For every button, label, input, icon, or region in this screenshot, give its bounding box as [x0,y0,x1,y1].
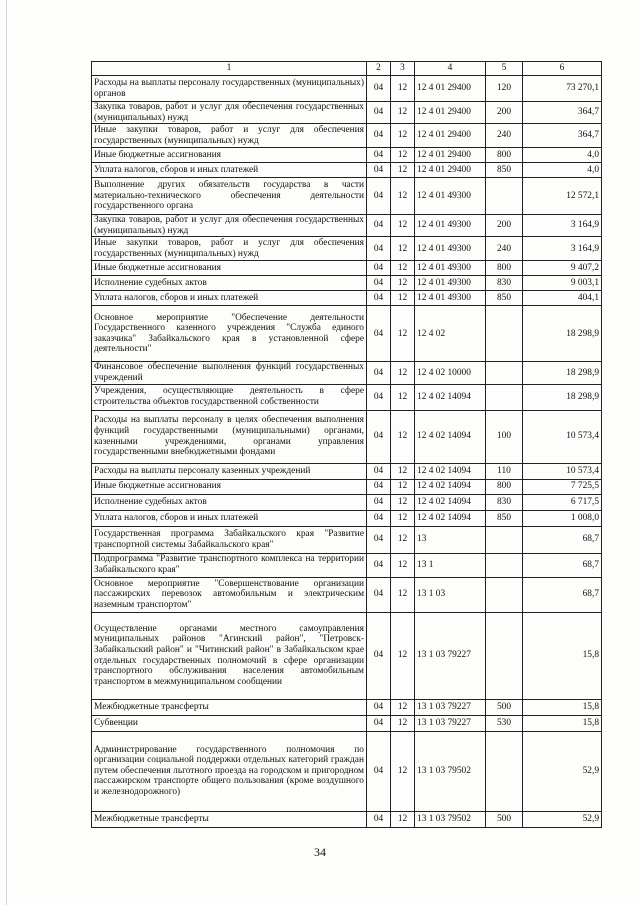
row-name: Исполнение судебных актов [92,276,367,291]
row-subsection: 12 [391,699,415,715]
row-name: Межбюджетные трансферты [92,699,367,715]
row-target-code: 12 4 02 14094 [415,463,486,479]
table-row [92,715,602,731]
row-name: Межбюджетные трансферты [92,811,367,827]
row-amount: 15,8 [523,715,602,731]
row-section: 04 [367,811,391,827]
table-row [92,553,602,577]
row-subsection: 12 [391,215,415,237]
row-expense-type [486,362,523,384]
row-subsection: 12 [391,306,415,362]
row-target-code: 12 4 01 49300 [415,261,486,276]
row-subsection: 12 [391,261,415,276]
row-amount: 68,7 [523,553,602,577]
row-name: Иные бюджетные ассигнования [92,479,367,494]
row-amount: 3 164,9 [523,215,602,237]
table-row [92,479,602,494]
row-expense-type: 800 [486,479,523,494]
row-expense-type [486,526,523,553]
row-subsection: 12 [391,76,415,102]
row-section: 04 [367,410,391,463]
header-cell: 1 [92,62,367,76]
row-name: Государственная программа Забайкальского края "Развитие транспортной системы Забайкальского края" [92,526,367,553]
row-expense-type [486,731,523,811]
row-target-code: 12 4 02 14094 [415,494,486,510]
row-section: 04 [367,163,391,178]
table-row [92,526,602,553]
row-name: Субвенции [92,715,367,731]
row-amount: 73 270,1 [523,76,602,102]
row-target-code: 12 4 02 14094 [415,384,486,410]
budget-table [91,61,602,828]
row-expense-type: 800 [486,261,523,276]
table-row [92,811,602,827]
row-target-code: 12 4 02 14094 [415,510,486,526]
row-target-code: 12 4 01 49300 [415,276,486,291]
table-row [92,148,602,163]
row-target-code: 13 [415,526,486,553]
row-expense-type: 800 [486,148,523,163]
table-row [92,306,602,362]
row-expense-type: 830 [486,276,523,291]
row-expense-type: 100 [486,410,523,463]
row-expense-type [486,178,523,215]
row-target-code: 12 4 01 29400 [415,102,486,124]
table-row [92,291,602,306]
row-expense-type [486,384,523,410]
table-row [92,410,602,463]
row-name: Финансовое обеспечение выполнения функций государственных учреждений [92,362,367,384]
row-section: 04 [367,306,391,362]
row-target-code: 13 1 03 79502 [415,811,486,827]
row-section: 04 [367,215,391,237]
table-row [92,510,602,526]
row-section: 04 [367,362,391,384]
row-expense-type: 240 [486,124,523,148]
row-expense-type: 110 [486,463,523,479]
row-target-code: 13 1 03 79227 [415,612,486,699]
row-subsection: 12 [391,276,415,291]
row-section: 04 [367,237,391,261]
row-amount: 9 407,2 [523,261,602,276]
row-amount: 52,9 [523,811,602,827]
row-name: Подпрограмма "Развитие транспортного комплекса на территории Забайкальского края" [92,553,367,577]
row-target-code: 12 4 01 49300 [415,215,486,237]
table-row [92,163,602,178]
row-section: 04 [367,479,391,494]
row-section: 04 [367,291,391,306]
row-expense-type: 850 [486,291,523,306]
row-subsection: 12 [391,553,415,577]
row-amount: 364,7 [523,124,602,148]
row-amount: 15,8 [523,699,602,715]
row-amount: 68,7 [523,526,602,553]
row-name: Выполнение других обязательств государства в части материально-технического обеспечения деятельности государственного органа [92,178,367,215]
row-target-code: 12 4 01 49300 [415,178,486,215]
row-subsection: 12 [391,577,415,612]
scan-edge-line [6,0,7,905]
row-name: Уплата налогов, сборов и иных платежей [92,163,367,178]
row-name: Иные бюджетные ассигнования [92,148,367,163]
table-row [92,178,602,215]
row-expense-type [486,612,523,699]
row-section: 04 [367,699,391,715]
table-row [92,463,602,479]
row-section: 04 [367,494,391,510]
row-target-code: 13 1 03 [415,577,486,612]
row-section: 04 [367,463,391,479]
row-name: Уплата налогов, сборов и иных платежей [92,291,367,306]
table-row [92,612,602,699]
row-section: 04 [367,731,391,811]
row-section: 04 [367,577,391,612]
row-subsection: 12 [391,410,415,463]
row-subsection: 12 [391,612,415,699]
row-expense-type: 850 [486,510,523,526]
row-target-code: 12 4 02 14094 [415,479,486,494]
row-target-code: 13 1 [415,553,486,577]
row-expense-type: 500 [486,699,523,715]
table-row [92,731,602,811]
row-target-code: 12 4 02 10000 [415,362,486,384]
header-cell: 3 [391,62,415,76]
table-row [92,215,602,237]
row-subsection: 12 [391,479,415,494]
row-target-code: 13 1 03 79502 [415,731,486,811]
row-section: 04 [367,384,391,410]
header-cell: 4 [415,62,486,76]
row-amount: 4,0 [523,163,602,178]
row-section: 04 [367,526,391,553]
row-subsection: 12 [391,291,415,306]
table-row [92,577,602,612]
row-name: Расходы на выплаты персоналу казенных учреждений [92,463,367,479]
table-row [92,384,602,410]
row-expense-type: 200 [486,215,523,237]
table-row [92,276,602,291]
row-name: Закупка товаров, работ и услуг для обеспечения государственных (муниципальных) нужд [92,102,367,124]
row-expense-type: 830 [486,494,523,510]
row-subsection: 12 [391,731,415,811]
row-name: Основное мероприятие "Совершенствование организации пассажирских перевозок автомобильным и электрическим наземным транспортом" [92,577,367,612]
table-row [92,102,602,124]
row-section: 04 [367,261,391,276]
header-cell: 5 [486,62,523,76]
page-number: 34 [314,845,326,859]
row-amount: 52,9 [523,731,602,811]
row-target-code: 12 4 01 29400 [415,76,486,102]
row-section: 04 [367,178,391,215]
row-target-code: 12 4 01 49300 [415,291,486,306]
table-row [92,494,602,510]
row-name: Иные бюджетные ассигнования [92,261,367,276]
row-amount: 7 725,5 [523,479,602,494]
row-section: 04 [367,124,391,148]
row-subsection: 12 [391,463,415,479]
row-target-code: 12 4 01 29400 [415,148,486,163]
row-expense-type: 530 [486,715,523,731]
row-subsection: 12 [391,715,415,731]
row-expense-type: 850 [486,163,523,178]
row-subsection: 12 [391,178,415,215]
row-subsection: 12 [391,811,415,827]
row-section: 04 [367,148,391,163]
row-amount: 12 572,1 [523,178,602,215]
row-expense-type: 500 [486,811,523,827]
row-target-code: 13 1 03 79227 [415,699,486,715]
header-cell: 6 [523,62,602,76]
row-amount: 6 717,5 [523,494,602,510]
table-row [92,237,602,261]
table-row [92,261,602,276]
row-name: Администрирование государственного полномочия по организации социальной поддержки отдельных категорий граждан путем обеспечения льготного проезда на городском и пригородном пассажирском транспорте общего пользования (кроме воздушного и железнодорожного) [92,731,367,811]
row-name: Учреждения, осуществляющие деятельность в сфере строительства объектов государственной собственности [92,384,367,410]
row-expense-type: 240 [486,237,523,261]
table-row [92,124,602,148]
row-amount: 364,7 [523,102,602,124]
row-subsection: 12 [391,494,415,510]
header-cell: 2 [367,62,391,76]
row-section: 04 [367,612,391,699]
row-subsection: 12 [391,526,415,553]
row-amount: 9 003,1 [523,276,602,291]
row-subsection: 12 [391,362,415,384]
row-amount: 10 573,4 [523,463,602,479]
row-section: 04 [367,276,391,291]
row-name: Иные закупки товаров, работ и услуг для обеспечения государственных (муниципальных) нужд [92,237,367,261]
row-subsection: 12 [391,384,415,410]
table-header-row [92,62,602,76]
row-amount: 1 008,0 [523,510,602,526]
row-expense-type: 200 [486,102,523,124]
table-body [92,76,602,828]
row-target-code: 12 4 02 [415,306,486,362]
row-amount: 10 573,4 [523,410,602,463]
row-amount: 404,1 [523,291,602,306]
row-subsection: 12 [391,237,415,261]
row-expense-type [486,577,523,612]
row-amount: 15,8 [523,612,602,699]
row-section: 04 [367,715,391,731]
row-amount: 3 164,9 [523,237,602,261]
row-expense-type [486,553,523,577]
row-name: Основное мероприятие "Обеспечение деятельности Государственного казенного учреждения "Служба единого заказчика" Забайкальского края в установленной сфере деятельности" [92,306,367,362]
row-name: Иные закупки товаров, работ и услуг для обеспечения государственных (муниципальных) нужд [92,124,367,148]
row-target-code: 13 1 03 79227 [415,715,486,731]
row-amount: 18 298,9 [523,362,602,384]
row-name: Закупка товаров, работ и услуг для обеспечения государственных (муниципальных) нужд [92,215,367,237]
row-subsection: 12 [391,510,415,526]
row-amount: 68,7 [523,577,602,612]
table-row [92,362,602,384]
row-name: Уплата налогов, сборов и иных платежей [92,510,367,526]
row-amount: 18 298,9 [523,384,602,410]
row-subsection: 12 [391,124,415,148]
row-target-code: 12 4 02 14094 [415,410,486,463]
row-name: Расходы на выплаты персоналу в целях обеспечения выполнения функций государственными (муниципальными) органами, казенными учреждениями, органами управления государственными внебюджетными фондами [92,410,367,463]
row-amount: 18 298,9 [523,306,602,362]
row-subsection: 12 [391,148,415,163]
table-row [92,699,602,715]
row-expense-type [486,306,523,362]
row-target-code: 12 4 01 29400 [415,124,486,148]
row-target-code: 12 4 01 29400 [415,163,486,178]
row-subsection: 12 [391,102,415,124]
row-target-code: 12 4 01 49300 [415,237,486,261]
row-section: 04 [367,102,391,124]
row-expense-type: 120 [486,76,523,102]
row-section: 04 [367,76,391,102]
table-row [92,76,602,102]
row-subsection: 12 [391,163,415,178]
row-section: 04 [367,553,391,577]
row-name: Расходы на выплаты персоналу государственных (муниципальных) органов [92,76,367,102]
row-section: 04 [367,510,391,526]
row-name: Осуществление органами местного самоуправления муниципальных районов "Агинский район", "Петровск-Забайкальский район" и "Читинский район" в Забайкальском крае отдельных государственных полномочий в сфере организации транспортного обслуживания населения автомобильным транспортом в межмуниципальном сообщении [92,612,367,699]
row-amount: 4,0 [523,148,602,163]
row-name: Исполнение судебных актов [92,494,367,510]
